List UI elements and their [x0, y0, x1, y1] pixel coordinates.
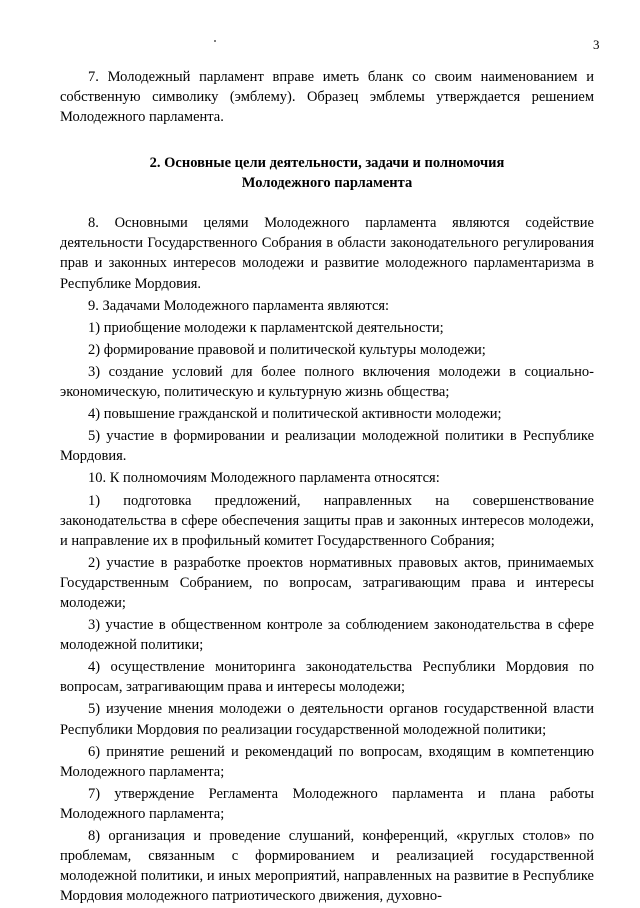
power-item-5: 5) изучение мнения молодежи о деятельности органов государственной власти Республики Мордовия по реализации государственной молодежной политики; [60, 701, 594, 738]
power-item-2: 2) участие в разработке проектов нормативных правовых актов, принимаемых Государственным Собранием, по вопросам, затрагивающим права и интересы молодежи; [60, 554, 594, 611]
page-number: 3 [593, 37, 600, 52]
scan-speck [214, 40, 216, 42]
task-item-4: 4) повышение гражданской и политической активности молодежи; [88, 406, 502, 423]
paragraph-8: 8. Основными целями Молодежного парламента являются содействие деятельности Государственного Собрания в области законодательного регулирования прав и законных интересов молодежи и развитие молодежного парламентаризма в Республике Мордовия. [60, 215, 594, 292]
section-heading-line-2: Молодежного парламента [241, 175, 413, 192]
paragraph-9: 9. Задачами Молодежного парламента являются: [88, 297, 390, 314]
task-item-5: 5) участие в формировании и реализации молодежной политики в Республике Мордовия. [60, 428, 594, 465]
paragraph-7: 7. Молодежный парламент вправе иметь бланк со своим наименованием и собственную символику (эмблему). Образец эмблемы утверждается решением Молодежного парламента. [60, 69, 594, 126]
section-heading [60, 153, 594, 193]
power-item-7: 7) утверждение Регламента Молодежного парламента и плана работы Молодежного парламента; [60, 785, 594, 822]
power-item-1: 1) подготовка предложений, направленных на совершенствование законодательства в сфере обеспечения защиты прав и законных интересов молодежи, и направление их в профильный комитет Государственного Собрания; [60, 492, 594, 549]
task-item-1: 1) приобщение молодежи к парламентской деятельности; [88, 319, 444, 336]
paragraph-10: 10. К полномочиям Молодежного парламента относятся: [88, 470, 440, 487]
task-item-2: 2) формирование правовой и политической культуры молодежи; [88, 341, 486, 358]
document-body [60, 67, 594, 908]
task-item-3: 3) создание условий для более полного включения молодежи в социально-экономическую, политическую и культурную жизнь общества; [60, 363, 594, 401]
power-item-6: 6) принятие решений и рекомендаций по вопросам, входящим в компетенцию Молодежного парламента; [60, 743, 594, 780]
power-item-8: 8) организация и проведение слушаний, конференций, «круглых столов» по проблемам, связанным с формированием и реализацией государственной молодежной политики, и иных мероприятий, направленных на развитие в Республике Мордовия молодежного патриотического движения, духовно- [60, 828, 594, 905]
section-heading-line-1: 2. Основные цели деятельности, задачи и полномочия [149, 155, 505, 172]
power-item-3: 3) участие в общественном контроле за соблюдением законодательства в сфере молодежной политики; [60, 617, 594, 654]
power-item-4: 4) осуществление мониторинга законодательства Республики Мордовия по вопросам, затрагивающим права и интересы молодежи; [60, 659, 594, 696]
